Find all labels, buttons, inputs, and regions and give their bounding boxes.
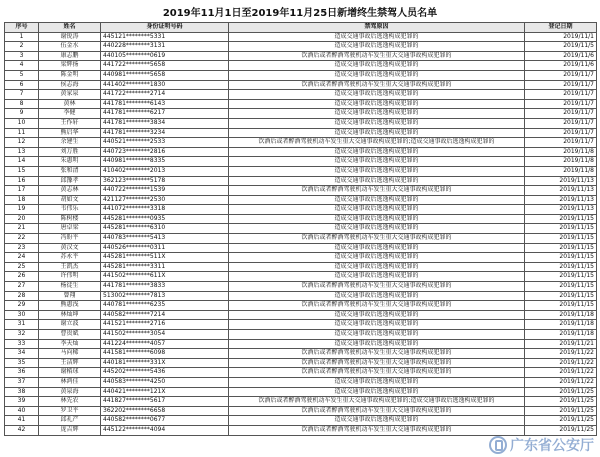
cell-reason: 饮酒后或者醉酒驾驶机动车发生重大交通事故构成犯罪的 — [229, 80, 525, 90]
cell-reason: 造成交通事故后逃逸构成犯罪的 — [229, 176, 525, 186]
table-row — [5, 330, 597, 340]
cell-reason: 造成交通事故后逃逸构成犯罪的 — [229, 61, 525, 71]
table-row — [5, 157, 597, 167]
cell-name: 黄汉文 — [39, 243, 101, 253]
cell-reason: 造成交通事故后逃逸构成犯罪的 — [229, 320, 525, 330]
cell-date: 2019/11/22 — [525, 377, 597, 387]
cell-date: 2019/11/25 — [525, 387, 597, 397]
cell-reason: 饮酒后或者醉酒驾驶机动车发生重大交通事故构成犯罪的 — [229, 301, 525, 311]
cell-name: 苏永平 — [39, 253, 101, 263]
banned-drivers-table — [4, 22, 597, 436]
cell-reason: 饮酒后或者醉酒驾驶机动车发生重大交通事故构成犯罪的 — [229, 234, 525, 244]
cell-date: 2019/11/7 — [525, 90, 597, 100]
cell-id: 445122********4094 — [101, 425, 229, 435]
cell-reason: 造成交通事故后逃逸构成犯罪的 — [229, 214, 525, 224]
cell-reason: 造成交通事故后逃逸构成犯罪的 — [229, 224, 525, 234]
cell-id: 441722********5658 — [101, 61, 229, 71]
cell-date: 2019/11/18 — [525, 320, 597, 330]
cell-no: 29 — [5, 301, 39, 311]
watermark-text: 广东省公安厅 — [510, 438, 594, 454]
cell-id: 440781********6235 — [101, 301, 229, 311]
cell-name: 张和清 — [39, 166, 101, 176]
cell-name: 杨徒生 — [39, 282, 101, 292]
cell-id: 441781********6143 — [101, 99, 229, 109]
cell-date: 2019/11/1 — [525, 32, 597, 42]
cell-no: 18 — [5, 195, 39, 205]
cell-name: 王作轩 — [39, 118, 101, 128]
cell-no: 23 — [5, 243, 39, 253]
cell-reason: 饮酒后或者醉酒驾驶机动车发生重大交通事故构成犯罪的;造成交通事故后逃逸构成犯罪的 — [229, 138, 525, 148]
table-row — [5, 320, 597, 330]
cell-id: 440583********4250 — [101, 377, 229, 387]
cell-date: 2019/11/7 — [525, 118, 597, 128]
table-row — [5, 282, 597, 292]
cell-reason: 饮酒后或者醉酒驾驶机动车发生重大交通事故构成犯罪的 — [229, 368, 525, 378]
police-badge-icon — [489, 436, 507, 454]
table-row — [5, 166, 597, 176]
cell-name: 黄家泉 — [39, 90, 101, 100]
table-row — [5, 358, 597, 368]
cell-date: 2019/11/25 — [525, 416, 597, 426]
cell-date: 2019/11/22 — [525, 349, 597, 359]
table-row — [5, 349, 597, 359]
table-row — [5, 262, 597, 272]
cell-id: 440181********331X — [101, 358, 229, 368]
table-row — [5, 42, 597, 52]
cell-name: 黄志林 — [39, 186, 101, 196]
cell-no: 40 — [5, 406, 39, 416]
table-row — [5, 61, 597, 71]
cell-reason: 造成交通事故后逃逸构成犯罪的 — [229, 166, 525, 176]
cell-name: 马向稀 — [39, 349, 101, 359]
cell-date: 2019/11/7 — [525, 138, 597, 148]
cell-reason: 造成交通事故后逃逸构成犯罪的 — [229, 99, 525, 109]
cell-date: 2019/11/13 — [525, 186, 597, 196]
cell-date: 2019/11/13 — [525, 205, 597, 215]
cell-name: 曾翔 — [39, 291, 101, 301]
col-header-no: 序号 — [5, 23, 39, 33]
cell-date: 2019/11/5 — [525, 42, 597, 52]
cell-name: 谢立波 — [39, 320, 101, 330]
cell-name: 康志鹏 — [39, 51, 101, 61]
table-row — [5, 32, 597, 42]
cell-date: 2019/11/8 — [525, 147, 597, 157]
cell-id: 441781********3834 — [101, 118, 229, 128]
cell-name: 谢锐涛 — [39, 32, 101, 42]
table-row — [5, 90, 597, 100]
cell-no: 14 — [5, 157, 39, 167]
cell-no: 3 — [5, 51, 39, 61]
cell-no: 37 — [5, 377, 39, 387]
cell-no: 12 — [5, 138, 39, 148]
cell-date: 2019/11/21 — [525, 339, 597, 349]
cell-id: 440228********3131 — [101, 42, 229, 52]
table-row — [5, 70, 597, 80]
cell-id: 362123********5178 — [101, 176, 229, 186]
cell-name: 朱惠明 — [39, 157, 101, 167]
cell-date: 2019/11/18 — [525, 310, 597, 320]
cell-id: 440521********2533 — [101, 138, 229, 148]
cell-reason: 造成交通事故后逃逸构成犯罪的 — [229, 205, 525, 215]
cell-id: 440526********0311 — [101, 243, 229, 253]
cell-reason: 饮酒后或者醉酒驾驶机动车发生重大交通事故构成犯罪的 — [229, 425, 525, 435]
cell-id: 410402********2013 — [101, 166, 229, 176]
cell-id: 445281********511X — [101, 253, 229, 263]
cell-date: 2019/11/13 — [525, 195, 597, 205]
cell-name: 林鸿佳 — [39, 377, 101, 387]
cell-name: 邱礼产 — [39, 416, 101, 426]
table-row — [5, 176, 597, 186]
cell-no: 11 — [5, 128, 39, 138]
table-row — [5, 99, 597, 109]
cell-reason: 饮酒后或者醉酒驾驶机动车发生重大交通事故构成犯罪的;造成交通事故后逃逸构成犯罪的 — [229, 397, 525, 407]
cell-date: 2019/11/6 — [525, 51, 597, 61]
cell-name: 邱豫孝 — [39, 176, 101, 186]
table-row — [5, 138, 597, 148]
cell-id: 445121********5331 — [101, 32, 229, 42]
watermark — [489, 435, 594, 455]
col-header-date: 登记日期 — [525, 23, 597, 33]
cell-date: 2019/11/7 — [525, 109, 597, 119]
cell-reason: 饮酒后或者醉酒驾驶机动车发生重大交通事故构成犯罪的 — [229, 282, 525, 292]
table-row — [5, 128, 597, 138]
cell-date: 2019/11/7 — [525, 128, 597, 138]
cell-id: 421127********2530 — [101, 195, 229, 205]
table-row — [5, 406, 597, 416]
cell-date: 2019/11/22 — [525, 358, 597, 368]
cell-no: 19 — [5, 205, 39, 215]
cell-date: 2019/11/18 — [525, 330, 597, 340]
cell-reason: 造成交通事故后逃逸构成犯罪的 — [229, 272, 525, 282]
cell-name: 胡如文 — [39, 195, 101, 205]
cell-date: 2019/11/6 — [525, 61, 597, 71]
cell-name: 许伟明 — [39, 272, 101, 282]
cell-no: 1 — [5, 32, 39, 42]
cell-no: 35 — [5, 358, 39, 368]
cell-name: 刘万胜 — [39, 147, 101, 157]
cell-no: 28 — [5, 291, 39, 301]
cell-name: 王洁辉 — [39, 358, 101, 368]
table-row — [5, 205, 597, 215]
table-row — [5, 377, 597, 387]
cell-id: 441502********611X — [101, 272, 229, 282]
cell-name: 陈金明 — [39, 70, 101, 80]
cell-name: 罗卫平 — [39, 406, 101, 416]
cell-id: 440582********7214 — [101, 310, 229, 320]
cell-id: 445281********6310 — [101, 224, 229, 234]
cell-date: 2019/11/15 — [525, 224, 597, 234]
cell-no: 30 — [5, 310, 39, 320]
col-header-reason: 禁驾原因 — [229, 23, 525, 33]
table-row — [5, 51, 597, 61]
cell-reason: 造成交通事故后逃逸构成犯罪的 — [229, 262, 525, 272]
cell-date: 2019/11/15 — [525, 214, 597, 224]
cell-reason: 造成交通事故后逃逸构成犯罪的 — [229, 147, 525, 157]
cell-name: 李天灿 — [39, 339, 101, 349]
cell-reason: 造成交通事故后逃逸构成犯罪的 — [229, 195, 525, 205]
table-row — [5, 109, 597, 119]
cell-no: 34 — [5, 349, 39, 359]
table-row — [5, 387, 597, 397]
cell-name: 曹贵斌 — [39, 330, 101, 340]
cell-no: 2 — [5, 42, 39, 52]
cell-no: 26 — [5, 272, 39, 282]
cell-name: 黄林 — [39, 99, 101, 109]
cell-name: 侯志海 — [39, 80, 101, 90]
cell-id: 441781********3833 — [101, 282, 229, 292]
cell-reason: 饮酒后或者醉酒驾驶机动车发生重大交通事故构成犯罪的 — [229, 358, 525, 368]
table-row — [5, 224, 597, 234]
cell-no: 5 — [5, 70, 39, 80]
cell-id: 440722********1539 — [101, 186, 229, 196]
cell-reason: 造成交通事故后逃逸构成犯罪的 — [229, 253, 525, 263]
cell-reason: 造成交通事故后逃逸构成犯罪的 — [229, 387, 525, 397]
cell-name: 林先农 — [39, 397, 101, 407]
table-row — [5, 339, 597, 349]
table-row — [5, 186, 597, 196]
cell-name: 李健 — [39, 109, 101, 119]
cell-no: 6 — [5, 80, 39, 90]
col-header-id: 身份证明号码 — [101, 23, 229, 33]
cell-name: 庞吉辉 — [39, 425, 101, 435]
cell-reason: 造成交通事故后逃逸构成犯罪的 — [229, 128, 525, 138]
cell-date: 2019/11/8 — [525, 166, 597, 176]
cell-no: 4 — [5, 61, 39, 71]
cell-id: 441402********1830 — [101, 80, 229, 90]
cell-reason: 造成交通事故后逃逸构成犯罪的 — [229, 90, 525, 100]
cell-id: 441502********3054 — [101, 330, 229, 340]
cell-no: 8 — [5, 99, 39, 109]
cell-name: 余建生 — [39, 138, 101, 148]
cell-no: 9 — [5, 109, 39, 119]
cell-id: 440582********0677 — [101, 416, 229, 426]
cell-reason: 饮酒后或者醉酒驾驶机动车发生重大交通事故构成犯罪的 — [229, 349, 525, 359]
cell-date: 2019/11/25 — [525, 406, 597, 416]
table-row — [5, 243, 597, 253]
cell-no: 33 — [5, 339, 39, 349]
cell-reason: 造成交通事故后逃逸构成犯罪的 — [229, 377, 525, 387]
cell-no: 36 — [5, 368, 39, 378]
cell-date: 2019/11/15 — [525, 272, 597, 282]
cell-date: 2019/11/25 — [525, 425, 597, 435]
table-row — [5, 214, 597, 224]
cell-date: 2019/11/15 — [525, 234, 597, 244]
cell-reason: 造成交通事故后逃逸构成犯罪的 — [229, 339, 525, 349]
cell-id: 440105********0619 — [101, 51, 229, 61]
cell-no: 17 — [5, 186, 39, 196]
cell-reason: 造成交通事故后逃逸构成犯罪的 — [229, 32, 525, 42]
table-row — [5, 118, 597, 128]
cell-id: 441781********6217 — [101, 109, 229, 119]
cell-reason: 造成交通事故后逃逸构成犯罪的 — [229, 310, 525, 320]
cell-name: 梁辉扬 — [39, 61, 101, 71]
cell-no: 20 — [5, 214, 39, 224]
cell-id: 445202********5436 — [101, 368, 229, 378]
cell-no: 25 — [5, 262, 39, 272]
cell-reason: 造成交通事故后逃逸构成犯罪的 — [229, 291, 525, 301]
cell-id: 362202********6658 — [101, 406, 229, 416]
cell-no: 39 — [5, 397, 39, 407]
cell-no: 24 — [5, 253, 39, 263]
cell-date: 2019/11/15 — [525, 282, 597, 292]
table-row — [5, 147, 597, 157]
cell-reason: 造成交通事故后逃逸构成犯罪的 — [229, 109, 525, 119]
cell-no: 22 — [5, 234, 39, 244]
cell-reason: 造成交通事故后逃逸构成犯罪的 — [229, 243, 525, 253]
cell-date: 2019/11/25 — [525, 397, 597, 407]
cell-no: 16 — [5, 176, 39, 186]
cell-id: 440981********5658 — [101, 70, 229, 80]
table-row — [5, 416, 597, 426]
col-header-name: 姓名 — [39, 23, 101, 33]
cell-no: 31 — [5, 320, 39, 330]
table-row — [5, 310, 597, 320]
table-row — [5, 368, 597, 378]
table-row — [5, 301, 597, 311]
cell-id: 440723********2816 — [101, 147, 229, 157]
cell-name: 王凯杰 — [39, 262, 101, 272]
cell-reason: 造成交通事故后逃逸构成犯罪的 — [229, 42, 525, 52]
cell-no: 21 — [5, 224, 39, 234]
cell-name: 林灿坤 — [39, 310, 101, 320]
cell-reason: 造成交通事故后逃逸构成犯罪的 — [229, 330, 525, 340]
cell-reason: 饮酒后或者醉酒驾驶机动车发生重大交通事故构成犯罪的 — [229, 186, 525, 196]
cell-no: 27 — [5, 282, 39, 292]
cell-id: 441827********5617 — [101, 397, 229, 407]
table-row — [5, 195, 597, 205]
cell-no: 32 — [5, 330, 39, 340]
cell-id: 513002********7813 — [101, 291, 229, 301]
table-header-row — [5, 23, 597, 33]
cell-id: 441521********2716 — [101, 320, 229, 330]
cell-id: 445281********0935 — [101, 214, 229, 224]
cell-no: 10 — [5, 118, 39, 128]
cell-no: 41 — [5, 416, 39, 426]
cell-no: 7 — [5, 90, 39, 100]
cell-name: 熊惠浅 — [39, 301, 101, 311]
cell-name: 黄泉海 — [39, 387, 101, 397]
cell-name: 熊启华 — [39, 128, 101, 138]
cell-date: 2019/11/15 — [525, 253, 597, 263]
table-row — [5, 291, 597, 301]
cell-reason: 造成交通事故后逃逸构成犯罪的 — [229, 157, 525, 167]
cell-reason: 造成交通事故后逃逸构成犯罪的 — [229, 118, 525, 128]
cell-date: 2019/11/15 — [525, 291, 597, 301]
cell-name: 陈树楼 — [39, 214, 101, 224]
cell-date: 2019/11/15 — [525, 243, 597, 253]
page-title: 2019年11月1日至2019年11月25日新增终生禁驾人员名单 — [162, 8, 438, 19]
cell-id: 440421********121X — [101, 387, 229, 397]
cell-reason: 饮酒后或者醉酒驾驶机动车发生重大交通事故构成犯罪的 — [229, 406, 525, 416]
table-row — [5, 425, 597, 435]
cell-id: 441722********2714 — [101, 90, 229, 100]
cell-date: 2019/11/13 — [525, 176, 597, 186]
cell-date: 2019/11/7 — [525, 70, 597, 80]
cell-id: 441781********3234 — [101, 128, 229, 138]
table-row — [5, 253, 597, 263]
cell-id: 440783********5413 — [101, 234, 229, 244]
cell-date: 2019/11/7 — [525, 99, 597, 109]
cell-name: 伍金水 — [39, 42, 101, 52]
cell-date: 2019/11/22 — [525, 368, 597, 378]
cell-id: 441224********4057 — [101, 339, 229, 349]
cell-no: 38 — [5, 387, 39, 397]
cell-reason: 造成交通事故后逃逸构成犯罪的 — [229, 70, 525, 80]
cell-reason: 饮酒后或者醉酒驾驶机动车发生重大交通事故构成犯罪的 — [229, 51, 525, 61]
cell-id: 441581********6098 — [101, 349, 229, 359]
cell-id: 445281********3311 — [101, 262, 229, 272]
cell-name: 韦伟乐 — [39, 205, 101, 215]
cell-name: 冯盼平 — [39, 234, 101, 244]
table-row — [5, 80, 597, 90]
cell-date: 2019/11/15 — [525, 301, 597, 311]
cell-no: 15 — [5, 166, 39, 176]
cell-no: 42 — [5, 425, 39, 435]
cell-date: 2019/11/7 — [525, 80, 597, 90]
cell-id: 440981********8335 — [101, 157, 229, 167]
table-row — [5, 397, 597, 407]
cell-id: 441072********3318 — [101, 205, 229, 215]
cell-no: 13 — [5, 147, 39, 157]
table-row — [5, 234, 597, 244]
cell-date: 2019/11/8 — [525, 157, 597, 167]
cell-name: 谢稻球 — [39, 368, 101, 378]
cell-name: 唐卓梁 — [39, 224, 101, 234]
table-row — [5, 272, 597, 282]
cell-reason: 造成交通事故后逃逸构成犯罪的 — [229, 416, 525, 426]
cell-date: 2019/11/15 — [525, 262, 597, 272]
